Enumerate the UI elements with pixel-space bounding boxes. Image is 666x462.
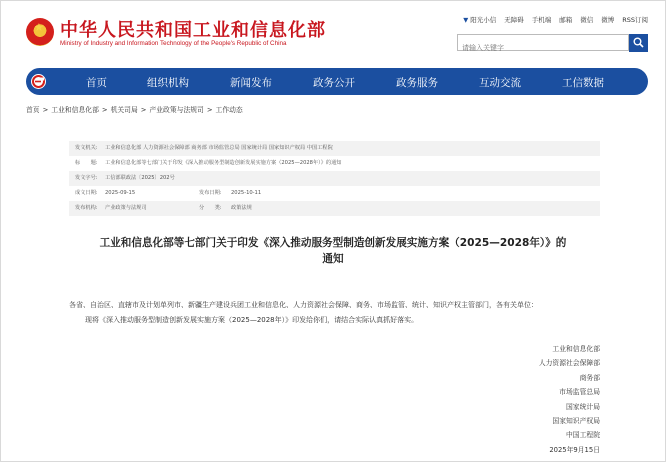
signature-block: [539, 342, 600, 457]
breadcrumb-departments[interactable]: 机关司局: [110, 106, 138, 114]
search-icon: [633, 37, 644, 48]
meta-value-docno: 工信部联政法〔2025〕202号: [105, 175, 175, 181]
top-link-mobile[interactable]: 手机端: [531, 16, 552, 24]
location-pin-icon: ▼: [463, 16, 469, 24]
nav-item-public-affairs[interactable]: 政务公开: [313, 77, 355, 89]
article-title-line2: 通知: [322, 253, 344, 265]
meta-value-issuer: 工业和信息化部 人力资源社会保障部 商务部 市场监管总局 国家统计局 国家知识产权局 中国工程院: [105, 145, 333, 151]
meta-row-org: [69, 201, 600, 216]
top-link-weibo[interactable]: 微博: [601, 16, 615, 24]
signature-date: 2025年9月15日: [549, 445, 600, 454]
breadcrumb-ministry[interactable]: 工业和信息化部: [51, 106, 99, 114]
meta-label: 发文字号:: [75, 175, 98, 181]
meta-row-dates: [69, 186, 600, 201]
meta-row-subject: [69, 156, 600, 171]
search-button[interactable]: [629, 34, 648, 52]
meta-label: 分 类:: [199, 205, 222, 211]
search-input[interactable]: [458, 41, 628, 56]
top-link-mail[interactable]: 邮箱: [559, 16, 573, 24]
signature-line: 商务部: [579, 373, 600, 382]
signature-line: 工业和信息化部: [552, 345, 600, 353]
top-link-wechat[interactable]: 微信: [580, 16, 594, 24]
nav-item-interaction[interactable]: 互动交流: [479, 77, 521, 89]
site-title[interactable]: 中华人民共和国工业和信息化部: [60, 20, 326, 41]
document-meta-table: [69, 141, 600, 216]
meta-value-date: 2025-09-15: [105, 190, 136, 196]
signature-line: 国家知识产权局: [552, 416, 600, 425]
meta-label: 发布日期:: [199, 190, 222, 196]
article-paragraph-recipients: 各省、自治区、直辖市及计划单列市、新疆生产建设兵团工业和信息化、人力资源社会保障、商务、市场监管、统计、知识产权主管部门，各有关单位：: [69, 301, 538, 309]
top-link-accessibility[interactable]: 无障碍: [504, 16, 524, 24]
search-box: [457, 34, 629, 51]
meta-value-category: 政策法规: [231, 205, 252, 211]
meta-label: 发文机关:: [75, 145, 98, 151]
meta-label: 发布机构:: [75, 205, 98, 211]
meta-value-pubdate: 2025-10-11: [231, 190, 262, 196]
national-emblem-icon: ★: [26, 18, 54, 46]
meta-value-subject: 工业和信息化部等七部门关于印发《深入推动服务型制造创新发展实施方案（2025—2028年）》的通知: [105, 160, 342, 166]
top-link-sunshine[interactable]: ▼ 阳光小信: [463, 16, 497, 24]
breadcrumb-work-news[interactable]: 工作动态: [215, 106, 243, 114]
signature-line: 国家统计局: [566, 402, 600, 411]
meta-label: 标 题:: [75, 160, 98, 166]
meta-row-issuer: [69, 141, 600, 156]
breadcrumb-home[interactable]: 首页: [26, 106, 40, 114]
miit-logo-icon[interactable]: [31, 74, 46, 89]
nav-item-news[interactable]: 新闻发布: [230, 77, 272, 89]
site-subtitle: Ministry of Industry and Information Technology of the People's Republic of China: [60, 40, 287, 47]
signature-line: 中国工程院: [566, 431, 600, 440]
meta-value-org: 产业政策与法规司: [105, 205, 147, 211]
meta-row-docno: [69, 171, 600, 186]
breadcrumb-policy-dept[interactable]: 产业政策与法规司: [149, 106, 204, 114]
nav-item-services[interactable]: 政务服务: [396, 77, 438, 89]
breadcrumb: 首页 > 工业和信息化部 > 机关司局 > 产业政策与法规司 > 工作动态: [26, 106, 243, 114]
meta-label: 成文日期:: [75, 190, 98, 196]
top-links: [463, 15, 648, 24]
article-title-line1: 工业和信息化部等七部门关于印发《深入推动服务型制造创新发展实施方案（2025—2028年）》的: [99, 237, 567, 249]
top-link-rss[interactable]: RSS订阅: [622, 16, 648, 24]
article-paragraph-body: 现将《深入推动服务型制造创新发展实施方案（2025—2028年）》印发给你们，请结合实际认真抓好落实。: [85, 316, 419, 324]
nav-item-data[interactable]: 工信数据: [562, 77, 604, 89]
signature-line: 市场监管总局: [559, 388, 600, 397]
nav-item-home[interactable]: 首页: [86, 77, 107, 89]
signature-line: 人力资源社会保障部: [538, 359, 600, 368]
nav-item-organization[interactable]: 组织机构: [147, 77, 189, 89]
